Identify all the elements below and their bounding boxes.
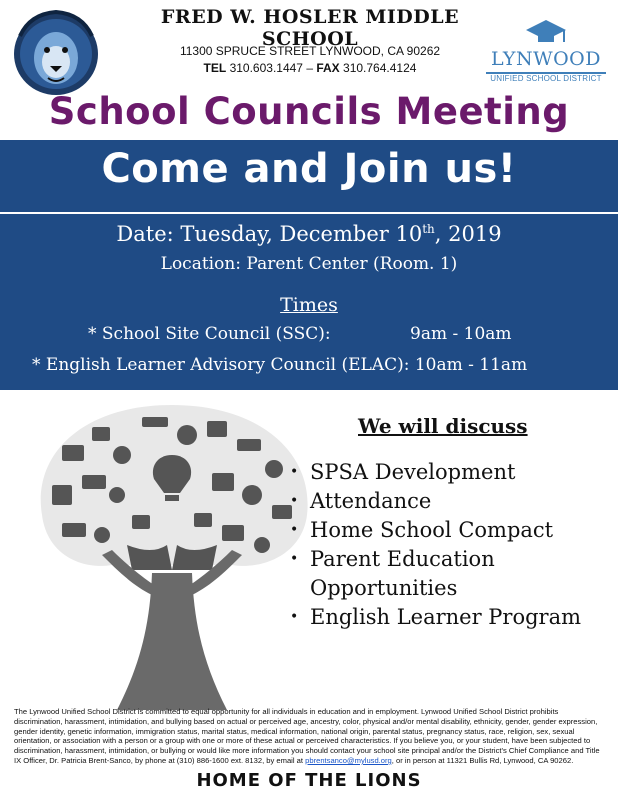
event-location: Location: Parent Center (Room. 1) [160,254,458,274]
school-address: 11300 SPRUCE STREET LYNWOOD, CA 90262 [179,44,441,58]
tel-label: TEL [203,61,227,75]
call-to-action: Come and Join us! [101,146,517,192]
school-name: FRED W. HOSLER MIDDLE SCHOOL [160,6,460,50]
event-date [0,222,618,246]
times-heading: Times [280,294,338,316]
lion-mascot-logo [10,6,102,98]
discuss-item: • Attendance [290,487,610,516]
fax-label: FAX [316,61,340,75]
discuss-item: • Parent Education Opportunities [290,545,610,603]
time-row-elac: * English Learner Advisory Council (ELAC): 10am - 11am [32,355,528,375]
time-row-ssc: * School Site Council (SSC): [88,324,331,344]
time-row-ssc-time: 9am - 10am [410,324,512,344]
discuss-item: • English Learner Program [290,603,610,632]
discuss-item: • Home School Compact [290,516,610,545]
district-subtitle: UNIFIED SCHOOL DISTRICT [490,74,602,83]
phone-separator: – [306,61,313,75]
event-date-text: Date: Tuesday, December 10 [116,222,423,246]
nondiscrimination-notice [14,707,608,766]
discuss-heading: We will discuss [358,414,528,438]
event-title: School Councils Meeting [48,90,570,133]
notice-text-end: , or in person at 11321 Bullis Rd, Lynwood, CA 90262. [391,755,574,765]
banner-divider [0,212,618,214]
discuss-list [290,458,610,632]
fax-number: 310.764.4124 [343,61,417,75]
event-date-ordinal: th [422,222,435,236]
discuss-item: • SPSA Development [290,458,610,487]
event-date-year: , 2019 [434,222,502,246]
contact-email-link[interactable]: pbrentsanco@mylusd.org [305,755,392,765]
tel-number: 310.603.1447 [229,61,303,75]
school-phone-fax [120,61,500,75]
district-name: LYNWOOD [491,48,601,70]
school-tagline: HOME OF THE LIONS [196,770,422,791]
notice-text: The Lynwood Unified School District is committed to equal opportunity for all individuals in education and in employment. Lynwood Unified School District prohibits discrimination, harassment, intimidation, and bullying based on actual or perceived age, ancestry, color, physical and/or mental disability, ethnicity, gender, gender expression, gender identity, genetic information, immigration status, marital status, medical information, national origin, parental status, pregnancy status, race, religion, sex, sexual orientation, or association with a person or a group with one or more of these actual or perceived characteristics. If you believe you, or your student, have been subjected to discrimination, harassment, intimidation, or bullying or would like more information you should contact your school site principal and/or the District's Chief Compliance and Title IX Officer, Dr. Patricia Brent-Sanco, by phone at (310) 886-1600 ext. 8132, by email at [14,707,600,765]
education-tree-illustration [22,395,322,715]
